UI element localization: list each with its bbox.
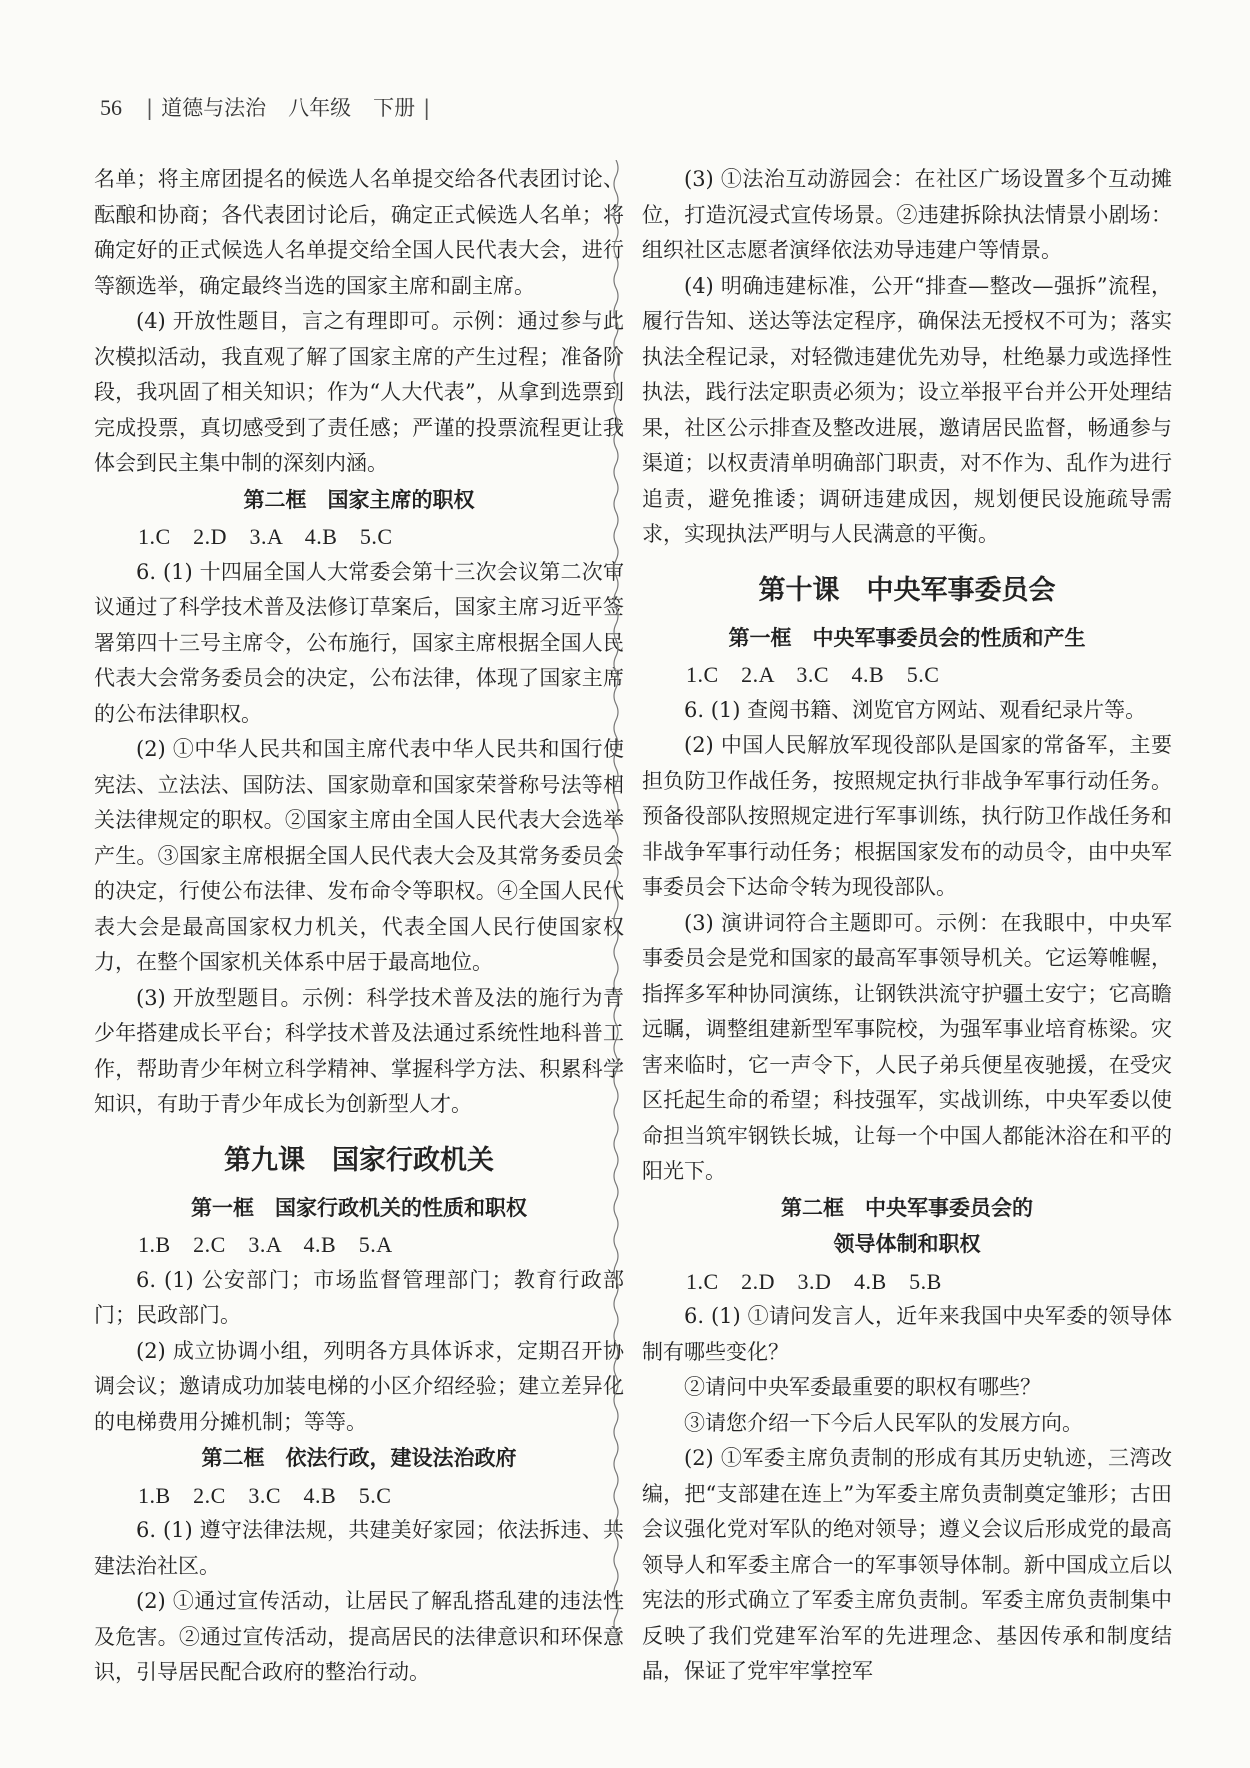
section-heading: 第二框 依法行政，建设法治政府 <box>201 1446 517 1470</box>
section-heading-cont: 领导体制和职权 <box>833 1232 981 1256</box>
section-heading: 第二框 中央军事委员会的 <box>781 1195 1033 1220</box>
paragraph: (2) ①军委主席负责制的形成有其历史轨迹，三湾改编，把“支部建在连上”为军委主席负责制奠定雏形；古田会议强化党对军队的绝对领导；遵义会议后形成党的最高领导人和军委主席合一的军事领导体制。新中国成立后以宪法的形式确立了军委主席负责制。军委主席负责制集中反映了我们党建军治军的先进理念、基因传承和制度结晶，保证了党牢牢掌控军 <box>642 1446 1172 1683</box>
paragraph: 6. (1) ①请问发言人，近年来我国中央军委的领导体制有哪些变化？ <box>642 1304 1172 1364</box>
answer-key: 1.C 2.D 3.A 4.B 5.C <box>138 524 393 549</box>
paragraph: ②请问中央军委最重要的职权有哪些？ <box>684 1375 1041 1399</box>
section-heading: 第二框 国家主席的职权 <box>243 487 475 512</box>
lesson-title: 第十课 中央军事委员会 <box>758 574 1056 606</box>
header-divider: | <box>146 96 154 120</box>
right-column <box>642 162 1172 1690</box>
paragraph: 6. (1) 公安部门；市场监督管理部门；教育行政部门；民政部门。 <box>94 1267 624 1327</box>
book-volume: 下册 <box>373 96 416 120</box>
answer-key: 1.B 2.C 3.C 4.B 5.C <box>138 1482 392 1508</box>
section-heading: 第一框 国家行政机关的性质和职权 <box>191 1195 527 1220</box>
paragraph: (2) 成立协调小组，列明各方具体诉求，定期召开协调会议；邀请成功加装电梯的小区介绍经验；建立差异化的电梯费用分摊机制；等等。 <box>94 1338 624 1434</box>
paragraph: 6. (1) 十四届全国人大常委会第十三次会议第二次审议通过了科学技术普及法修订草案后，国家主席习近平签署第四十三号主席令，公布施行，国家主席根据全国人民代表大会常务委员会的决定，公布法律，体现了国家主席的公布法律职权。 <box>94 559 624 726</box>
book-grade: 八年级 <box>288 96 352 120</box>
paragraph: (3) 演讲词符合主题即可。示例：在我眼中，中央军事委员会是党和国家的最高军事领导机关。它运筹帷幄，指挥多军种协同演练，让钢铁洪流守护疆土安宁；它高瞻远瞩，调整组建新型军事院校，为强军事业培育栋梁。灾害来临时，它一声令下，人民子弟兵便星夜驰援，在受灾区托起生命的希望；科技强军，实战训练，中央军委以使命担当筑牢钢铁长城，让每一个中国人都能沐浴在和平的阳光下。 <box>642 910 1172 1183</box>
paragraph: 名单；将主席团提名的候选人名单提交给各代表团讨论、酝酿和协商；各代表团讨论后，确定正式候选人名单；将确定好的正式候选人名单提交给全国人民代表大会，进行等额选举，确定最终当选的国家主席和副主席。 <box>94 167 624 298</box>
page-number: 56 <box>100 95 122 120</box>
paragraph: (4) 开放性题目，言之有理即可。示例：通过参与此次模拟活动，我直观了解了国家主席的产生过程；准备阶段，我巩固了相关知识；作为“人大代表”，从拿到选票到完成投票，真切感受到了责任感；严谨的投票流程更让我体会到民主集中制的深刻内涵。 <box>94 309 624 475</box>
book-subject: 道德与法治 <box>161 96 267 120</box>
page-header <box>100 92 438 122</box>
lesson-title: 第九课 国家行政机关 <box>224 1144 494 1176</box>
answer-key: 1.C 2.A 3.C 4.B 5.C <box>686 662 940 687</box>
paragraph: (2) ①中华人民共和国主席代表中华人民共和国行使宪法、立法法、国防法、国家勋章和国家荣誉称号法等相关法律规定的职权。②国家主席由全国人民代表大会选举产生。③国家主席根据全国人民代表大会及其常务委员会的决定，行使公布法律、发布命令等职权。④全国人民代表大会是最高国家权力机关，代表全国人民行使国家权力，在整个国家机关体系中居于最高地位。 <box>94 737 624 974</box>
paragraph: (3) 开放型题目。示例：科学技术普及法的施行为青少年搭建成长平台；科学技术普及法通过系统性地科普工作，帮助青少年树立科学精神、掌握科学方法、积累科学知识，有助于青少年成长为创新型人才。 <box>94 985 624 1116</box>
paragraph: ③请您介绍一下今后人民军队的发展方向。 <box>684 1410 1083 1435</box>
header-divider-end: | <box>423 96 431 120</box>
paragraph: (2) ①通过宣传活动，让居民了解乱搭乱建的违法性及危害。②通过宣传活动，提高居民的法律意识和环保意识，引导居民配合政府的整治行动。 <box>94 1589 624 1684</box>
answer-key: 1.B 2.C 3.A 4.B 5.A <box>138 1232 393 1257</box>
left-column <box>94 162 624 1691</box>
paragraph: (4) 明确违建标准，公开“排查—整改—强拆”流程，履行告知、送达等法定程序，确保法无授权不可为；落实执法全程记录，对轻微违建优先劝导，杜绝暴力或选择性执法，践行法定职责必须为；设立举报平台并公开处理结果，社区公示排查及整改进展，邀请居民监督，畅通参与渠道；以权责清单明确部门职责，对不作为、乱作为进行追责，避免推诿；调研违建成因，规划便民设施疏导需求，实现执法严明与人民满意的平衡。 <box>642 273 1172 546</box>
section-heading: 第一框 中央军事委员会的性质和产生 <box>728 625 1086 650</box>
paragraph: (3) ①法治互动游园会：在社区广场设置多个互动摊位，打造沉浸式宣传场景。②违建拆除执法情景小剧场：组织社区志愿者演绎依法劝导违建户等情景。 <box>642 167 1172 262</box>
column-divider <box>611 160 621 1645</box>
paragraph: 6. (1) 查阅书籍、浏览官方网站、观看纪录片等。 <box>684 697 1147 722</box>
paragraph: (2) 中国人民解放军现役部队是国家的常备军，主要担负防卫作战任务，按照规定执行非战争军事行动任务。预备役部队按照规定进行军事训练，执行防卫作战任务和非战争军事行动任务；根据国家发布的动员令，由中央军事委员会下达命令转为现役部队。 <box>642 733 1172 899</box>
paragraph: 6. (1) 遵守法律法规，共建美好家园；依法拆违、共建法治社区。 <box>94 1518 624 1578</box>
answer-key: 1.C 2.D 3.D 4.B 5.B <box>686 1268 942 1294</box>
